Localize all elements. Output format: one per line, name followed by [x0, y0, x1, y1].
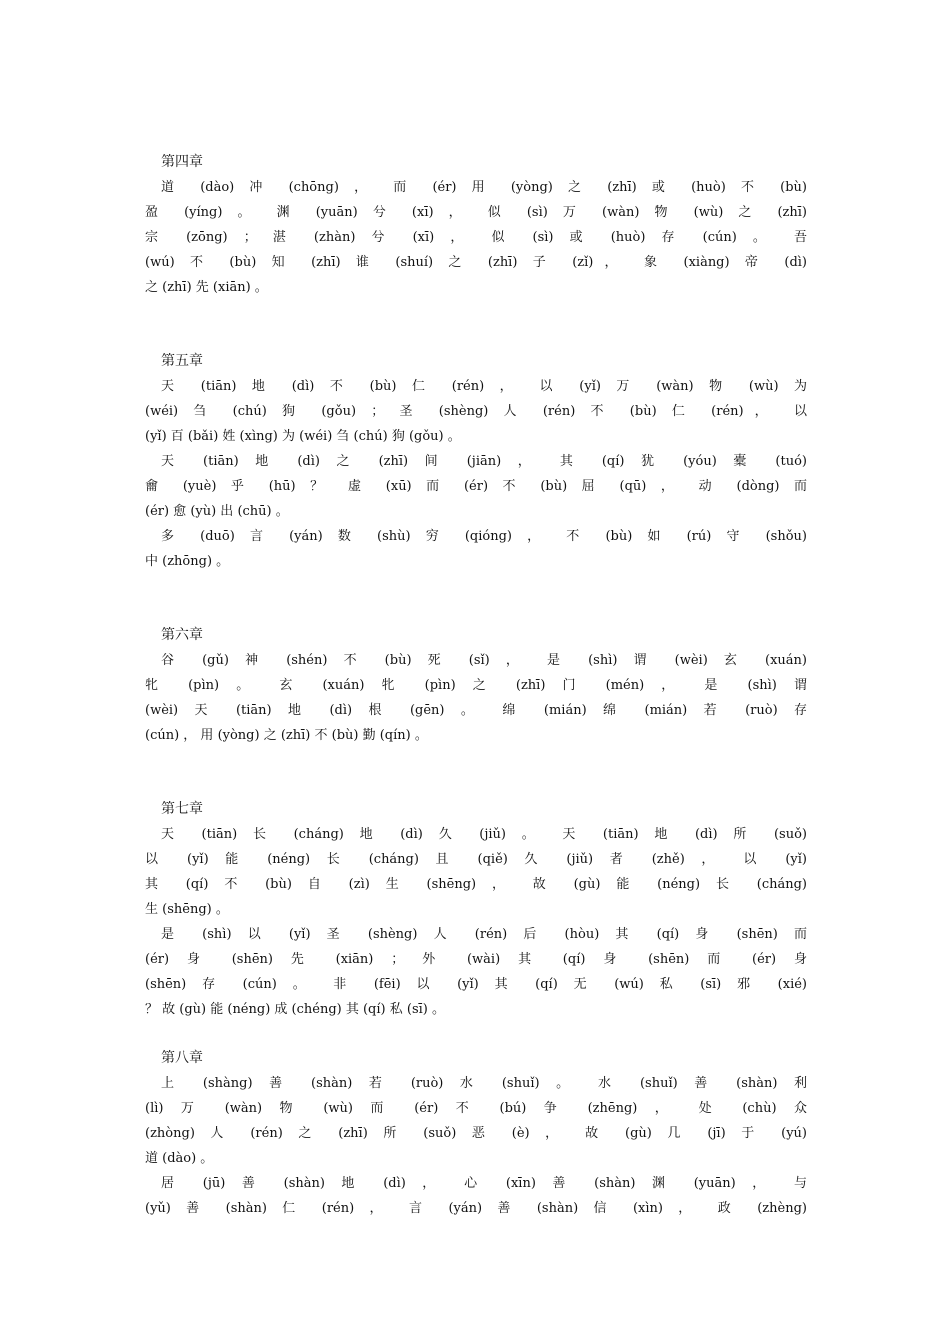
text-line: 牝 (pìn) 。 玄 (xuán) 牝 (pìn) 之 (zhī) 门 (mén) ， 是 (shì) 谓 — [145, 678, 807, 693]
text-line: (zhòng) 人 (rén) 之 (zhī) 所 (suǒ) 恶 (è) ， 故 (gù) 几 (jī) 于 (yú) — [145, 1126, 807, 1141]
text-line: 谷 (gǔ) 神 (shén) 不 (bù) 死 (sǐ) ， 是 (shì) 谓 (wèi) 玄 (xuán) — [161, 653, 807, 668]
text-line: (wèi) 天 (tiān) 地 (dì) 根 (gēn) 。 绵 (mián) 绵 (mián) 若 (ruò) 存 — [145, 703, 807, 718]
chapter-5 — [145, 349, 807, 574]
text-line: ？ 故 (gù) 能 (néng) 成 (chéng) 其 (qí) 私 (sī) 。 — [145, 1002, 445, 1017]
chapter-heading: 第八章 — [161, 1050, 203, 1066]
text-line: (shēn) 存 (cún) 。 非 (fēi) 以 (yǐ) 其 (qí) 无 (wú) 私 (sī) 邪 (xié) — [145, 977, 807, 992]
text-line: 道 (dào) 。 — [145, 1151, 214, 1166]
text-line: 道 (dào) 冲 (chōng) ， 而 (ér) 用 (yòng) 之 (zhī) 或 (huò) 不 (bù) — [161, 180, 807, 195]
chapter-heading: 第六章 — [161, 627, 203, 643]
text-line: (cún) ， 用 (yòng) 之 (zhī) 不 (bù) 勤 (qín) 。 — [145, 728, 428, 743]
chapter-heading: 第五章 — [161, 353, 203, 369]
text-line: (ér) 愈 (yù) 出 (chū) 。 — [145, 504, 289, 519]
text-line: 天 (tiān) 地 (dì) 之 (zhī) 间 (jiān) ， 其 (qí) 犹 (yóu) 橐 (tuó) — [161, 454, 807, 469]
text-line: (lì) 万 (wàn) 物 (wù) 而 (ér) 不 (bú) 争 (zhēng) ， 处 (chù) 众 — [145, 1101, 807, 1116]
text-line: 多 (duō) 言 (yán) 数 (shù) 穷 (qióng) ， 不 (bù) 如 (rú) 守 (shǒu) — [161, 529, 807, 544]
text-line: 生 (shēng) 。 — [145, 902, 229, 917]
text-line: 龠 (yuè) 乎 (hū) ？ 虚 (xū) 而 (ér) 不 (bù) 屈 (qū) ， 动 (dòng) 而 — [145, 479, 807, 494]
text-line: 其 (qí) 不 (bù) 自 (zì) 生 (shēng) ， 故 (gù) 能 (néng) 长 (cháng) — [145, 877, 807, 892]
text-line: 上 (shàng) 善 (shàn) 若 (ruò) 水 (shuǐ) 。 水 (shuǐ) 善 (shàn) 利 — [161, 1076, 807, 1091]
text-line: (ér) 身 (shēn) 先 (xiān) ； 外 (wài) 其 (qí) 身 (shēn) 而 (ér) 身 — [145, 952, 807, 967]
chapter-heading: 第四章 — [161, 154, 203, 170]
text-line: 天 (tiān) 地 (dì) 不 (bù) 仁 (rén) ， 以 (yǐ) 万 (wàn) 物 (wù) 为 — [161, 379, 807, 394]
chapter-8 — [145, 1046, 807, 1221]
text-line: 是 (shì) 以 (yǐ) 圣 (shèng) 人 (rén) 后 (hòu) 其 (qí) 身 (shēn) 而 — [161, 927, 807, 942]
text-line: 以 (yǐ) 能 (néng) 长 (cháng) 且 (qiě) 久 (jiǔ) 者 (zhě) ， 以 (yǐ) — [145, 852, 807, 867]
text-line: 中 (zhōng) 。 — [145, 554, 230, 569]
chapter-heading: 第七章 — [161, 801, 203, 817]
text-line: (yǐ) 百 (bǎi) 姓 (xìng) 为 (wéi) 刍 (chú) 狗 (gǒu) 。 — [145, 429, 461, 444]
text-line: (wú) 不 (bù) 知 (zhī) 谁 (shuí) 之 (zhī) 子 (zǐ)， 象 (xiàng) 帝 (dì) — [145, 255, 807, 270]
text-line: 盈 (yíng) 。 渊 (yuān) 兮 (xī) ， 似 (sì) 万 (wàn) 物 (wù) 之 (zhī) — [145, 205, 807, 220]
text-line: 之 (zhī) 先 (xiān) 。 — [145, 280, 268, 295]
chapter-6 — [145, 623, 807, 748]
text-line: 天 (tiān) 长 (cháng) 地 (dì) 久 (jiǔ) 。 天 (tiān) 地 (dì) 所 (suǒ) — [161, 827, 807, 842]
text-line: (yǔ) 善 (shàn) 仁 (rén) ， 言 (yán) 善 (shàn) 信 (xìn) ， 政 (zhèng) — [145, 1201, 807, 1216]
text-line: (wéi) 刍 (chú) 狗 (gǒu) ； 圣 (shèng) 人 (rén) 不 (bù) 仁 (rén)， 以 — [145, 404, 807, 419]
chapter-7 — [145, 797, 807, 1022]
text-line: 居 (jū) 善 (shàn) 地 (dì) ， 心 (xīn) 善 (shàn) 渊 (yuān) ， 与 — [161, 1176, 807, 1191]
text-line: 宗 (zōng) ； 湛 (zhàn) 兮 (xī) ， 似 (sì) 或 (huò) 存 (cún) 。 吾 — [145, 230, 807, 245]
chapter-4 — [145, 150, 807, 300]
